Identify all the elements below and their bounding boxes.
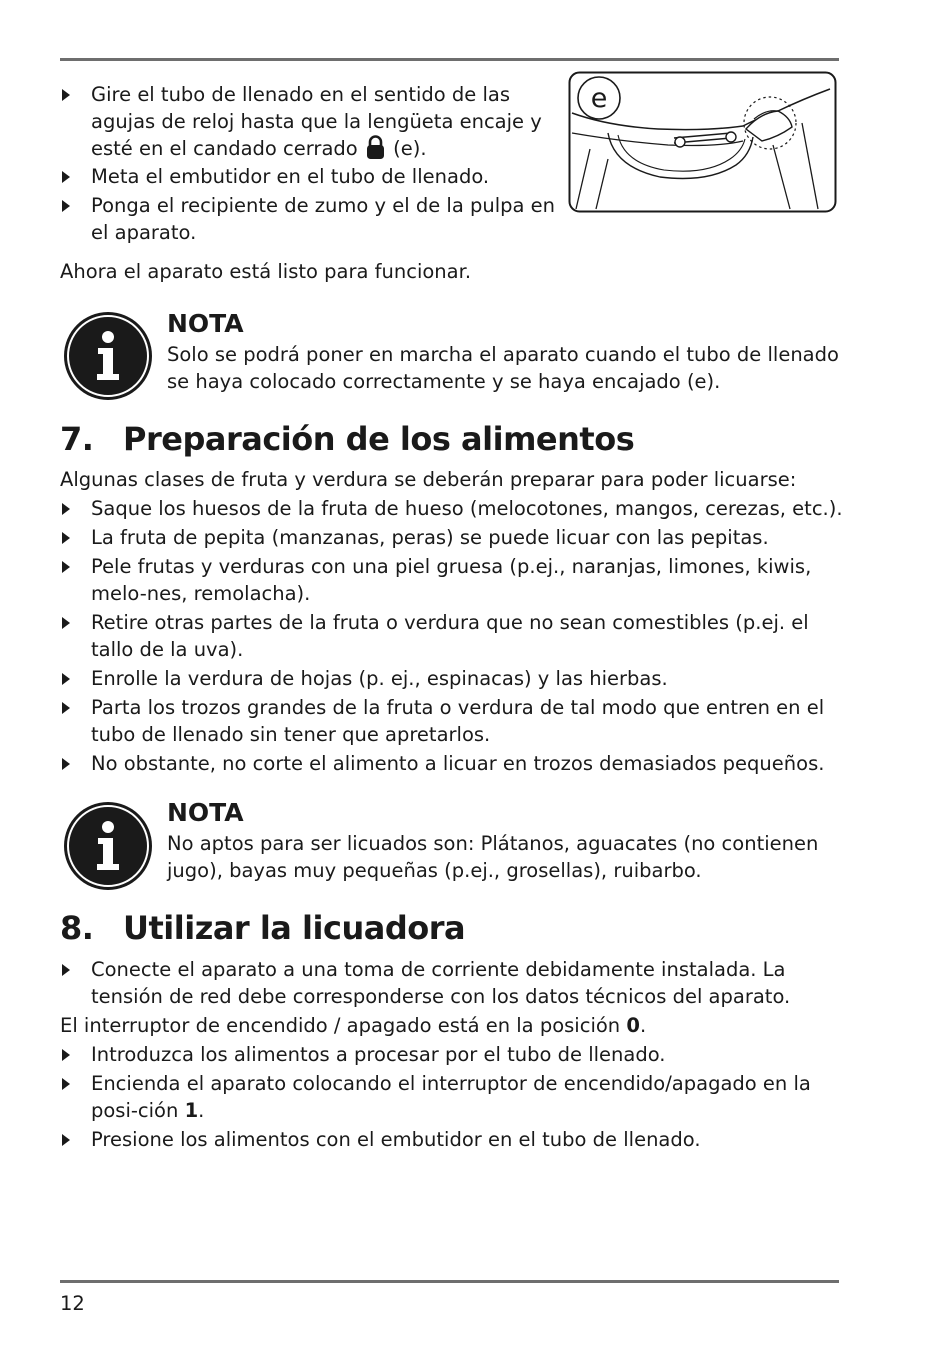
info-icon	[62, 800, 154, 892]
section-heading	[60, 419, 634, 459]
section-number: 8.	[60, 909, 94, 947]
bottom-rule	[60, 1280, 839, 1283]
list-item	[60, 81, 566, 162]
list-item	[60, 524, 851, 551]
list-item	[60, 1041, 851, 1068]
figure-label: e	[590, 83, 608, 114]
list-item	[60, 192, 566, 246]
list-item	[60, 694, 841, 748]
note-text: No aptos para ser licuados son: Plátanos, aguacates (no contienen jugo), bayas muy pequeñas (p.ej., grosellas), ruibarbo.	[167, 832, 819, 882]
section-heading	[60, 908, 465, 948]
list-item-text: Ponga el recipiente de zumo y el de la pulpa en el aparato.	[91, 194, 556, 244]
note-title: NOTA	[167, 798, 244, 827]
list-item-text: Parta los trozos grandes de la fruta o verdura de tal modo que entren en el tubo de llenado sin tener que apretarlos.	[91, 696, 825, 746]
list-item	[60, 665, 851, 692]
switch-text: El interruptor de encendido / apagado está en la posición	[60, 1014, 621, 1037]
note-title: NOTA	[167, 309, 244, 338]
list-item-text: La fruta de pepita (manzanas, peras) se puede licuar con las pepitas.	[91, 526, 769, 549]
list-item-text: Encienda el aparato colocando el interruptor de encendido/apagado en la posi-ción	[91, 1072, 811, 1122]
note-text: Solo se podrá poner en marcha el aparato cuando el tubo de llenado se haya colocado correctamente y se haya encajado (e).	[167, 343, 839, 393]
lock-icon	[366, 135, 385, 160]
list-item-text: Meta el embutidor en el tubo de llenado.	[91, 165, 490, 188]
list-item-text: Pele frutas y verduras con una piel gruesa (p.ej., naranjas, limones, kiwis, melo-nes, remolacha).	[91, 555, 812, 605]
top-rule	[60, 58, 839, 61]
list-item-text: Conecte el aparato a una toma de corriente debidamente instalada. La tensión de red debe corresponderse con los datos técnicos del aparato.	[91, 958, 791, 1008]
list-item	[60, 495, 851, 522]
list-item	[60, 1126, 851, 1153]
section-title: Preparación de los alimentos	[123, 420, 635, 458]
list-item	[60, 609, 841, 663]
info-icon	[62, 310, 154, 402]
list-item	[60, 956, 831, 1010]
juicer-feed-tube-figure	[568, 71, 838, 214]
ready-text: Ahora el aparato está listo para funcionar.	[60, 260, 472, 283]
section-number: 7.	[60, 420, 94, 458]
page-number: 12	[60, 1292, 85, 1315]
section-intro: Algunas clases de fruta y verdura se deberán preparar para poder licuarse:	[60, 468, 797, 491]
list-item	[60, 750, 851, 777]
switch-position-on: 1	[184, 1099, 199, 1122]
switch-position-text	[60, 1012, 646, 1039]
list-item-text: Gire el tubo de llenado en el sentido de las agujas de reloj hasta que la lengüeta encaje y esté en el candado cerrado	[91, 83, 542, 160]
period: .	[639, 1014, 647, 1037]
list-item-text: Enrolle la verdura de hojas (p. ej., espinacas) y las hierbas.	[91, 667, 668, 690]
switch-position-off: 0	[626, 1014, 640, 1037]
period: .	[198, 1099, 205, 1122]
list-item-text: Introduzca los alimentos a procesar por el tubo de llenado.	[91, 1043, 666, 1066]
section-title: Utilizar la licuadora	[123, 909, 466, 947]
list-item	[60, 1070, 836, 1124]
list-item	[60, 553, 821, 607]
list-item-text: Retire otras partes de la fruta o verdura que no sean comestibles (p.ej. el tallo de la uva).	[91, 611, 809, 661]
list-item-text: Presione los alimentos con el embutidor en el tubo de llenado.	[91, 1128, 701, 1151]
list-item-text: Saque los huesos de la fruta de hueso (melocotones, mangos, cerezas, etc.).	[91, 497, 843, 520]
list-item-text: No obstante, no corte el alimento a licuar en trozos demasiados pequeños.	[91, 752, 825, 775]
list-item-text: (e).	[393, 137, 427, 160]
list-item	[60, 163, 566, 190]
